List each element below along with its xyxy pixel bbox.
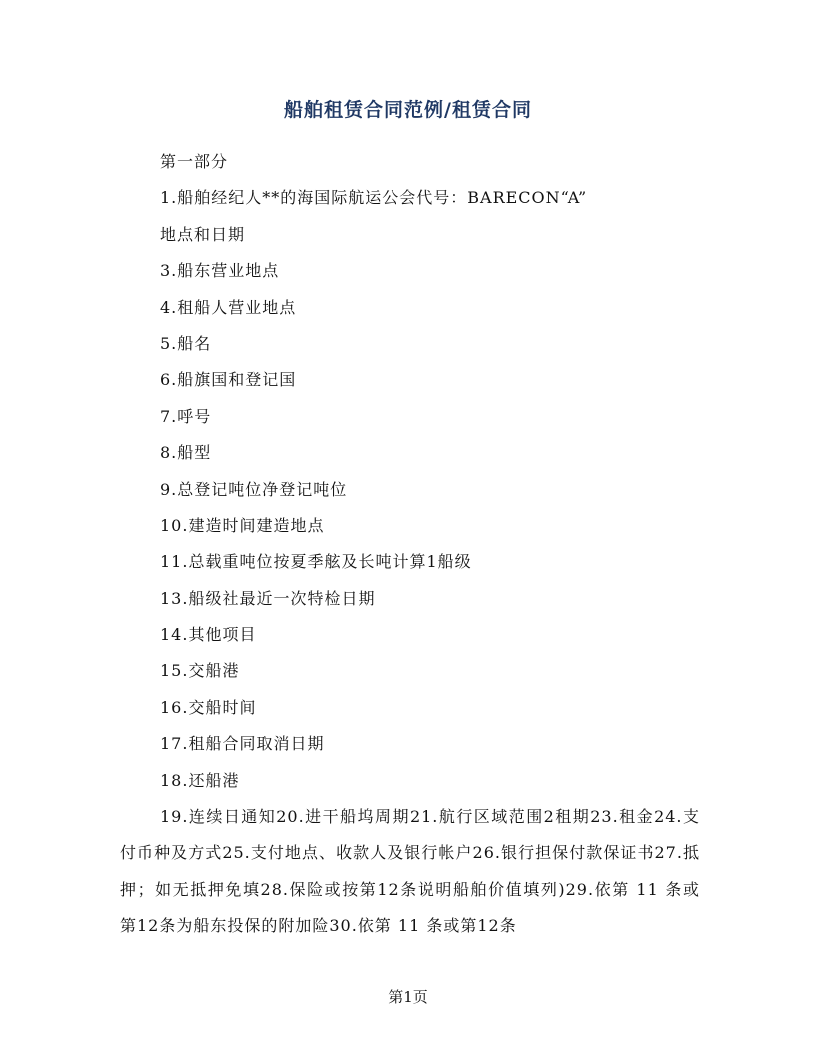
body-paragraph: 19.连续日通知20.进干船坞周期21.航行区域范围2租期23.租金24.支付币种及方式25.支付地点、收款人及银行帐户26.银行担保付款保证书27.抵押；如无抵押免填28.保险或按第12条说明船舶价值填列)29.依第 11 条或第12条为船东投保的附加险30.依第 11 条或第12条 (120, 807, 700, 936)
list-item: 10.建造时间建造地点 (160, 515, 325, 535)
list-item: 4.租船人营业地点 (160, 297, 297, 317)
list-item: 6.船旗国和登记国 (160, 370, 297, 390)
list-item: 13.船级社最近一次特检日期 (160, 588, 376, 608)
section-heading: 第一部分 (160, 152, 229, 171)
list-item: 5.船名 (160, 333, 212, 353)
list-item: 17.租船合同取消日期 (160, 734, 325, 754)
document-body (120, 144, 700, 945)
list-item: 14.其他项目 (160, 625, 257, 645)
list-item: 9.总登记吨位净登记吨位 (160, 479, 348, 499)
list-item: 15.交船港 (160, 661, 240, 681)
list-item: 11.总载重吨位按夏季舷及长吨计算1船级 (160, 552, 472, 572)
list-item: 1.船舶经纪人**的海国际航运公会代号：BARECON“A” (160, 188, 588, 208)
list-item: 地点和日期 (160, 224, 246, 244)
page-number: 第1页 (388, 988, 428, 1006)
list-item: 8.船型 (160, 443, 212, 463)
list-item: 18.还船港 (160, 770, 240, 790)
document-title: 船舶租赁合同范例/租赁合同 (284, 99, 532, 121)
list-item: 16.交船时间 (160, 697, 257, 717)
list-item: 3.船东营业地点 (160, 261, 280, 281)
list-item: 7.呼号 (160, 406, 212, 426)
